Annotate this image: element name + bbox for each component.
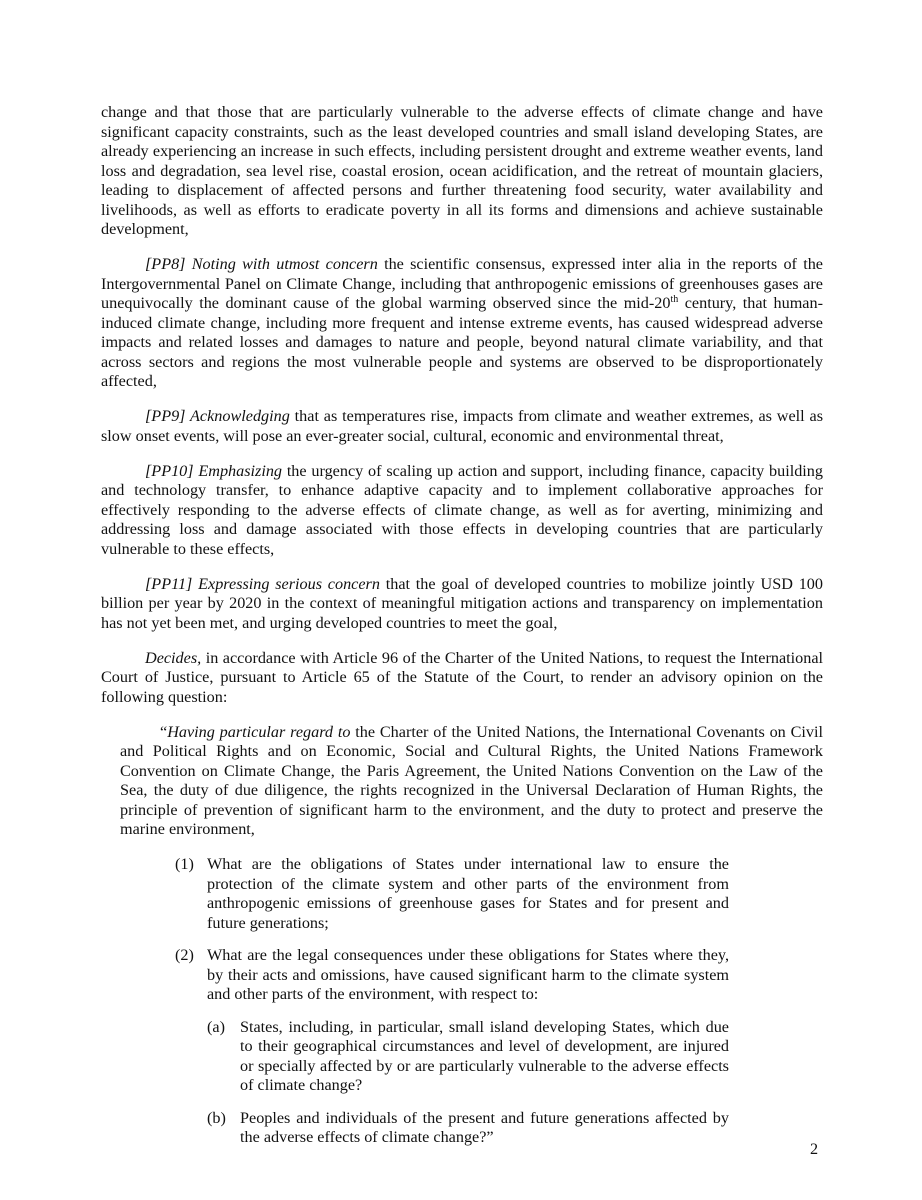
quote-open-mark: “ [160, 722, 168, 741]
pp10-lead: [PP10] Emphasizing [145, 461, 283, 480]
pp8-lead: [PP8] Noting with utmost concern [145, 255, 378, 273]
pp9-lead: [PP9] Acknowledging [145, 407, 290, 425]
paragraph-pp10 [101, 462, 823, 560]
page-number: 2 [810, 1140, 819, 1158]
question-item [175, 946, 729, 1005]
paragraph-continued: change and that those that are particularly vulnerable to the adverse effects of climate change and have significant capacity constraints, such as the least developed countries and small island developing States, are already experiencing an increase in such effects, including persistent drought and extreme weather events, land loss and degradation, sea level rise, coastal erosion, ocean acidification, and the retreat of mountain glaciers, leading to displacement of affected persons and further threatening food security, water availability and livelihoods, as well as efforts to eradicate poverty in all its forms and dimensions and achieve sustainable development, [101, 103, 823, 238]
question-number: (2) [175, 946, 194, 964]
pp8-text-b: century, that human-induced climate change, including more frequent and intense extreme events, has caused widespread adverse impacts and related losses and damages to nature and people, beyond natural climate variability, and that across sectors and regions the most vulnerable people and systems are observed to be disproportionately affected, [101, 294, 823, 390]
question-text: What are the obligations of States under international law to ensure the protection of the climate system and other parts of the environment from anthropogenic emissions of greenhouse gases for States and for present and future generations; [207, 855, 729, 932]
question-text: What are the legal consequences under these obligations for States where they, by their acts and omissions, have caused significant harm to the climate system and other parts of the environment, with respect to: [207, 946, 729, 1003]
question-number: (1) [175, 855, 194, 873]
paragraph-pp8 [101, 255, 823, 392]
subquestion-letter: (b) [207, 1108, 226, 1127]
subquestion-text: States, including, in particular, small island developing States, which due to their geographical circumstances and level of development, are injured or specially affected by or are particularly vulnerable to the adverse effects of climate change? [240, 1017, 729, 1094]
paragraph-pp11 [101, 575, 823, 634]
decides-lead: Decides, [145, 648, 202, 667]
subquestion-letter: (a) [207, 1017, 225, 1036]
document-page [101, 103, 823, 1161]
pp11-text: that the goal of developed countries to mobilize jointly USD 100 billion per year by 2020 in the context of meaningful mitigation actions and transparency on implementation has not yet been met, and urging developed countries to meet the goal, [101, 574, 823, 632]
paragraph-quote [120, 723, 823, 840]
quote-lead: Having particular regard to [167, 722, 351, 741]
pp8-text-a: the scientific consensus, expressed inter alia in the reports of the Intergovernmental Panel on Climate Change, including that anthropogenic emissions of greenhouses gases are unequivocally the dominant cause of the global warming observed since the mid-20 [101, 255, 823, 312]
paragraph-decides [101, 649, 823, 708]
pp8-superscript: th [670, 294, 679, 305]
quote-text: the Charter of the United Nations, the International Covenants on Civil and Political Rights and on Economic, Social and Cultural Rights, the United Nations Framework Convention on Climate Change, the Paris Agreement, the United Nations Convention on the Law of the Sea, the duty of due diligence, the rights recognized in the Universal Declaration of Human Rights, the principle of prevention of significant harm to the environment, and the duty to protect and preserve the marine environment, [120, 722, 823, 838]
decides-text: in accordance with Article 96 of the Charter of the United Nations, to request the International Court of Justice, pursuant to Article 65 of the Statute of the Court, to render an advisory opinion on the following question: [101, 648, 823, 706]
subquestion-text: Peoples and individuals of the present and future generations affected by the adverse effects of climate change?” [240, 1108, 729, 1146]
pp11-lead: [PP11] Expressing serious concern [145, 574, 380, 593]
pp9-text: that as temperatures rise, impacts from climate and weather extremes, as well as slow onset events, will pose an ever-greater social, cultural, economic and environmental threat, [101, 407, 823, 445]
question-item [175, 855, 729, 933]
paragraph-pp9 [101, 407, 823, 446]
subquestion-item [207, 1108, 729, 1148]
pp10-text: the urgency of scaling up action and support, including finance, capacity building and technology transfer, to enhance adaptive capacity and to implement collaborative approaches for effectively responding to the adverse effects of climate change, as well as for averting, minimizing and addressing loss and damage associated with those effects in developing countries that are particularly vulnerable to these effects, [101, 461, 823, 558]
subquestion-item [207, 1017, 729, 1096]
